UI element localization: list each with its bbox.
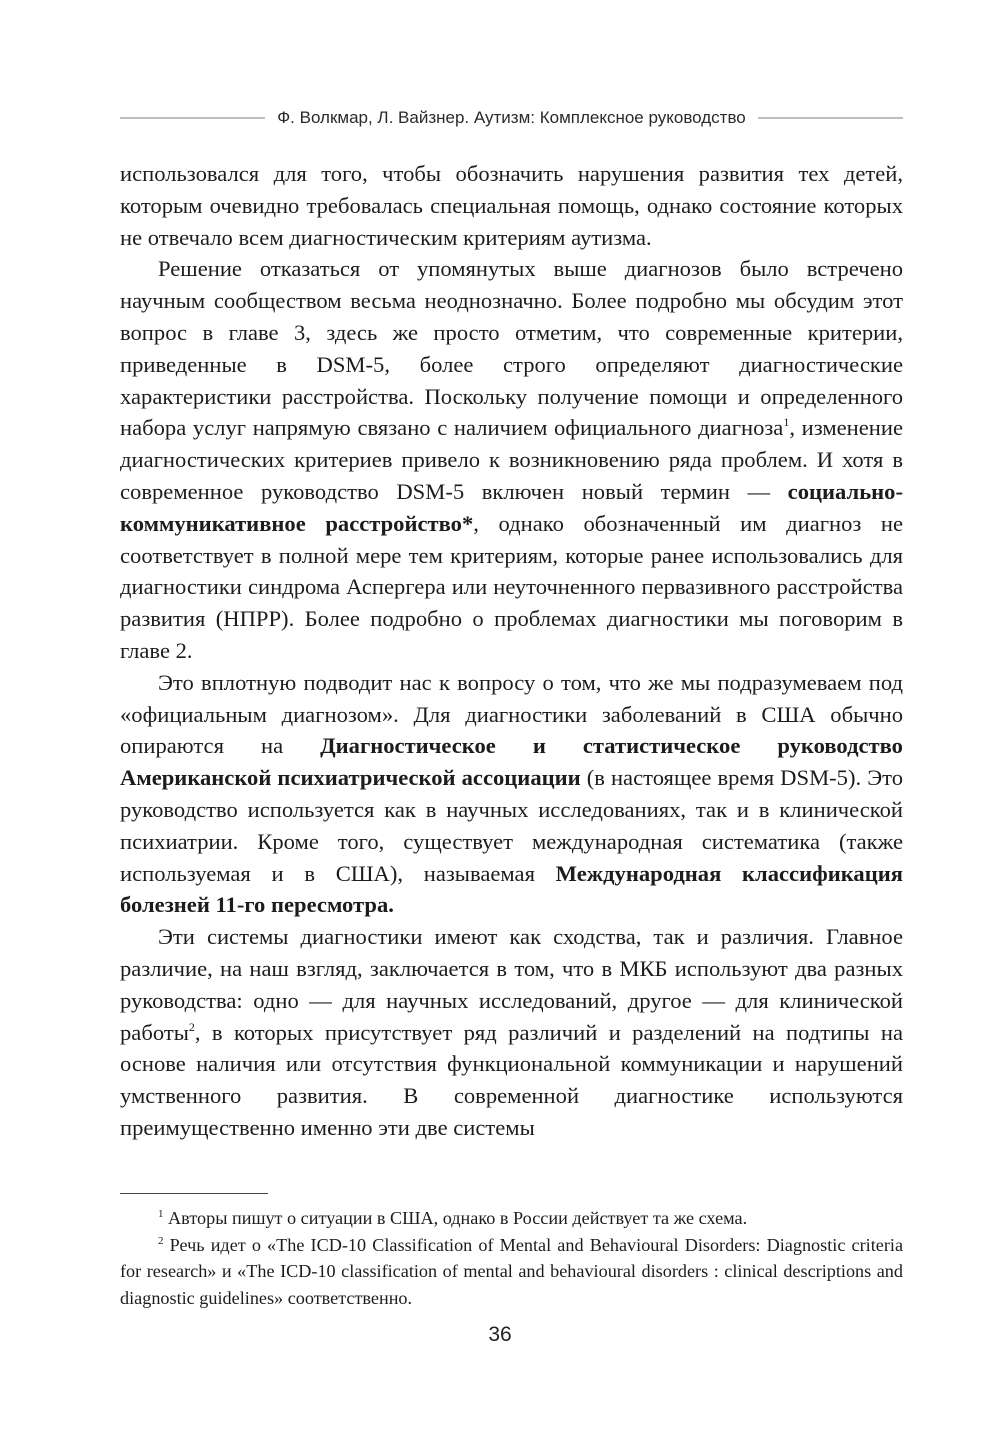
paragraph-2-text-c: , однако обозначенный им диагноз не соответствует в полной мере тем критериям, которые ранее использовались для диагностики синдрома Аспергера или неуточненного первазивного расстройства развития (НПРР). Более подробно о проблемах диагностики мы поговорим в главе 2.: [120, 510, 903, 663]
paragraph-2-text-b: , изменение диагностических критериев привело к возникновению ряда проблем. И хотя в современное руководство DSM-5 включен новый термин —: [120, 415, 903, 504]
footnote-2-text: Речь идет о «The ICD-10 Classification of Mental and Behavioural Disorders: Diagnostic criteria for research» и «The ICD-10 classification of mental and behavioural disorders : clinical descriptions and diagnostic guidelines» соответственно.: [120, 1234, 904, 1308]
term-social-communication-disorder: социально-коммуникативное расстройство*: [120, 478, 903, 536]
paragraph-1: [120, 158, 903, 253]
footnote-2-mark: 2: [158, 1234, 164, 1247]
running-head: [120, 108, 903, 128]
term-dsm-manual: Диагностическое и статистическое руководство Американской психиатрической ассоциации: [120, 733, 903, 791]
footnote-ref-2[interactable]: 2: [188, 1019, 195, 1034]
paragraph-1-text: использовался для того, чтобы обозначить нарушения развития тех детей, которым очевидно требовалась специальная помощь, однако состояние которых не отвечало всем диагностическим критериям аутизма.: [120, 161, 903, 250]
body-text: [120, 158, 903, 1144]
footnote-1-mark: 1: [158, 1208, 164, 1220]
paragraph-3-text-a: Это вплотную подводит нас к вопросу о том, что же мы подразумеваем под «официальным диагнозом». Для диагностики заболеваний в США обычно опираются на: [120, 669, 903, 759]
term-icd-11: Международная классификация болезней 11-го пересмотра.: [120, 860, 903, 918]
running-head-title: Ф. Волкмар, Л. Вайзнер. Аутизм: Комплексное руководство: [277, 108, 746, 127]
paragraph-3: [120, 667, 903, 921]
footnote-separator: [120, 1193, 268, 1194]
footnote-1: [120, 1205, 903, 1232]
paragraph-3-text-b: (в настоящее время DSM-5). Это руководство используется как в научных исследованиях, так и в клинической психиатрии. Кроме того, существует международная систематика (также используемая и в США), называемая: [120, 765, 903, 886]
footnotes: [120, 1205, 903, 1311]
running-head-rule-right: [758, 117, 903, 119]
page-number: 36: [488, 1323, 512, 1346]
paragraph-4: [120, 921, 903, 1144]
paragraph-4-text-b: , в которых присутствует ряд различий и разделений на подтипы на основе наличия или отсутствия функциональной коммуникации и нарушений умственного развития. В современной диагностике используются преимущественно именно эти две системы: [120, 1019, 903, 1140]
paragraph-4-text-a: Эти системы диагностики имеют как сходства, так и различия. Главное различие, на наш взгляд, заключается в том, что в МКБ используют два разных руководства: одно — для научных исследований, другое — для клинической работы: [120, 924, 903, 1045]
footnote-2: [120, 1232, 903, 1312]
running-head-rule-left: [120, 117, 265, 119]
paragraph-2: [120, 253, 903, 666]
footnote-1-text: Авторы пишут о ситуации в США, однако в России действует та же схема.: [168, 1208, 748, 1228]
paragraph-2-text-a: Решение отказаться от упомянутых выше диагнозов было встречено научным сообществом весьма неоднозначно. Более подробно мы обсудим этот вопрос в главе 3, здесь же просто отметим, что современные критерии, приведенные в DSM-5, более строго определяют диагностические характеристики расстройства. Поскольку получение помощи и определенного набора услуг напрямую связано с наличием официального диагноза: [120, 256, 903, 441]
footnote-ref-1[interactable]: 1: [783, 415, 790, 430]
